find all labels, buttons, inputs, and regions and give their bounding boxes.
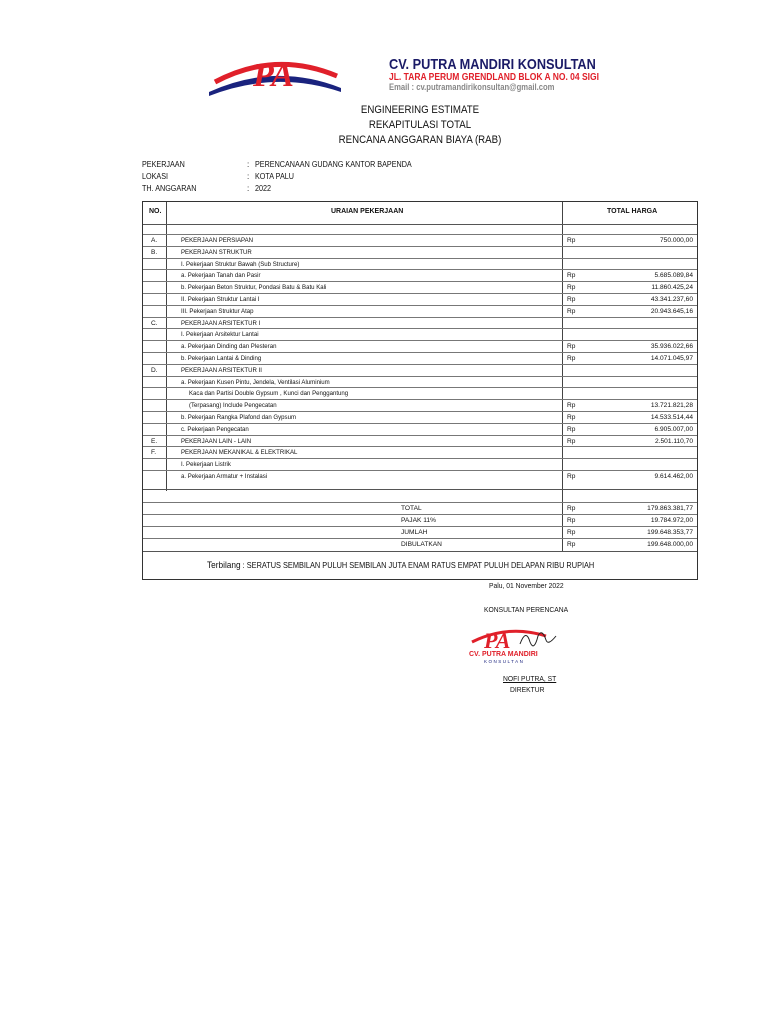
row-no: A. — [151, 237, 158, 244]
row-amount: 13.721.821,28 — [650, 402, 693, 410]
row-description: PEKERJAAN PERSIAPAN — [181, 237, 254, 244]
row-currency: Rp — [567, 284, 576, 292]
row-amount: 35.936.022,66 — [650, 343, 693, 351]
terbilang-line — [207, 560, 594, 570]
row-description: (Terpasang) Include Pengecatan — [189, 402, 277, 410]
rab-table — [142, 201, 698, 580]
row-currency: Rp — [567, 307, 576, 315]
row-currency: Rp — [567, 237, 576, 244]
row-description: b. Pekerjaan Beton Struktur, Pondasi Batu & Batu Kali — [181, 284, 327, 292]
row-description: Kaca dan Partisi Double Gypsum , Kunci dan Penggantung — [189, 390, 349, 398]
summary-label: TOTAL — [401, 505, 422, 512]
row-amount: 750.000,00 — [659, 237, 693, 244]
header-uraian: URAIAN PEKERJAAN — [331, 208, 404, 215]
summary-currency: Rp — [567, 529, 576, 536]
summary-amount: 179.863.381,77 — [647, 505, 693, 512]
row-currency: Rp — [567, 296, 576, 303]
row-currency: Rp — [567, 473, 576, 480]
row-description: I. Pekerjaan Listrik — [181, 461, 231, 469]
row-amount: 2.501.110,70 — [654, 437, 693, 445]
summary-currency: Rp — [567, 541, 576, 548]
meta-colon: : — [247, 184, 250, 193]
company-stamp — [468, 622, 564, 664]
table-row — [143, 470, 697, 483]
row-amount: 5.685.089,84 — [654, 272, 693, 280]
summary-divider — [143, 551, 697, 552]
signer-role: KONSULTAN PERENCANA — [484, 605, 569, 614]
meta-value-pekerjaan: PERENCANAAN GUDANG KANTOR BAPENDA — [255, 160, 412, 169]
row-amount: 20.943.645,16 — [650, 307, 693, 315]
row-currency: Rp — [567, 425, 576, 433]
row-currency: Rp — [567, 414, 576, 421]
row-amount: 14.071.045,97 — [650, 355, 693, 362]
company-name: CV. PUTRA MANDIRI KONSULTAN — [389, 56, 596, 73]
row-description: b. Pekerjaan Rangka Plafond dan Gypsum — [181, 414, 296, 421]
row-description: PEKERJAAN MEKANIKAL & ELEKTRIKAL — [181, 449, 298, 457]
summary-amount: 19.784.972,00 — [650, 517, 693, 524]
summary-amount: 199.648.353,77 — [647, 529, 693, 536]
row-no: D. — [151, 366, 158, 374]
summary-currency: Rp — [567, 517, 576, 524]
row-description: PEKERJAAN ARSITEKTUR I — [181, 319, 261, 327]
company-logo — [205, 52, 345, 98]
row-divider — [143, 489, 697, 490]
row-description: PEKERJAAN ARSITEKTUR II — [181, 366, 262, 374]
meta-value-tahun: 2022 — [255, 184, 272, 193]
row-description: PEKERJAAN LAIN - LAIN — [181, 437, 252, 445]
row-amount: 6.905.007,00 — [654, 425, 693, 433]
row-description: a. Pekerjaan Kusen Pintu, Jendela, Ventilasi Aluminium — [181, 378, 330, 386]
row-description: III. Pekerjaan Struktur Atap — [181, 307, 254, 315]
summary-currency: Rp — [567, 505, 576, 512]
row-description: b. Pekerjaan Lantai & Dinding — [181, 355, 262, 362]
row-no: E. — [151, 437, 158, 445]
row-description: a. Pekerjaan Tanah dan Pasir — [181, 272, 261, 280]
meta-label-tahun: TH. ANGGARAN — [142, 184, 197, 193]
summary-label: PAJAK 11% — [401, 517, 436, 524]
signer-position: DIREKTUR — [510, 685, 545, 694]
row-no: F. — [151, 449, 157, 457]
logo-text: PA — [253, 57, 294, 94]
doc-title-2: REKAPITULASI TOTAL — [368, 119, 472, 131]
row-amount: 9.614.462,00 — [654, 473, 693, 480]
row-amount: 43.341.237,60 — [650, 296, 693, 303]
row-description: II. Pekerjaan Struktur Lantai I — [181, 296, 260, 303]
header-no: NO. — [149, 208, 162, 215]
meta-label-lokasi: LOKASI — [142, 172, 169, 181]
row-description: I. Pekerjaan Arsitektur Lantai — [181, 331, 259, 339]
meta-colon: : — [247, 172, 250, 181]
row-currency: Rp — [567, 437, 576, 445]
row-no: B. — [151, 248, 158, 256]
place-date: Palu, 01 November 2022 — [489, 581, 564, 590]
stamp-sub: KONSULTAN — [484, 659, 525, 664]
row-currency: Rp — [567, 272, 576, 280]
stamp-company: CV. PUTRA MANDIRI — [469, 651, 538, 658]
company-address: JL. TARA PERUM GRENDLAND BLOK A NO. 04 SIGI — [389, 72, 600, 83]
summary-label: JUMLAH — [401, 529, 428, 536]
terbilang-label: Terbilang — [207, 560, 241, 570]
doc-title-1: ENGINEERING ESTIMATE — [360, 104, 480, 116]
row-description: I. Pekerjaan Struktur Bawah (Sub Structure) — [181, 260, 300, 268]
meta-colon: : — [247, 160, 250, 169]
row-currency: Rp — [567, 402, 576, 410]
row-amount: 14.533.514,44 — [650, 414, 693, 421]
row-currency: Rp — [567, 355, 576, 362]
row-no: C. — [151, 319, 158, 327]
signer-name: NOFI PUTRA, ST — [503, 674, 557, 683]
row-amount: 11.860.425,24 — [651, 284, 693, 292]
summary-label: DIBULATKAN — [401, 541, 442, 548]
summary-row — [143, 538, 697, 551]
meta-value-lokasi: KOTA PALU — [255, 172, 294, 181]
row-currency: Rp — [567, 343, 576, 351]
row-description: c. Pekerjaan Pengecatan — [181, 425, 249, 433]
header-divider — [143, 224, 697, 225]
row-description: PEKERJAAN STRUKTUR — [181, 248, 252, 256]
meta-label-pekerjaan: PEKERJAAN — [142, 160, 185, 169]
company-email: Email : cv.putramandirikonsultan@gmail.com — [389, 82, 555, 92]
doc-title-3: RENCANA ANGGARAN BIAYA (RAB) — [338, 134, 502, 146]
row-description: a. Pekerjaan Dinding dan Plesteran — [181, 343, 277, 351]
row-description: a. Pekerjaan Armatur + Instalasi — [181, 473, 268, 480]
summary-amount: 199.648.000,00 — [647, 541, 693, 548]
terbilang-value: : SERATUS SEMBILAN PULUH SEMBILAN JUTA ENAM RATUS EMPAT PULUH DELAPAN RIBU RUPIAH — [242, 561, 595, 570]
stamp-logo-text: PA — [484, 628, 511, 653]
header-total: TOTAL HARGA — [607, 208, 658, 215]
